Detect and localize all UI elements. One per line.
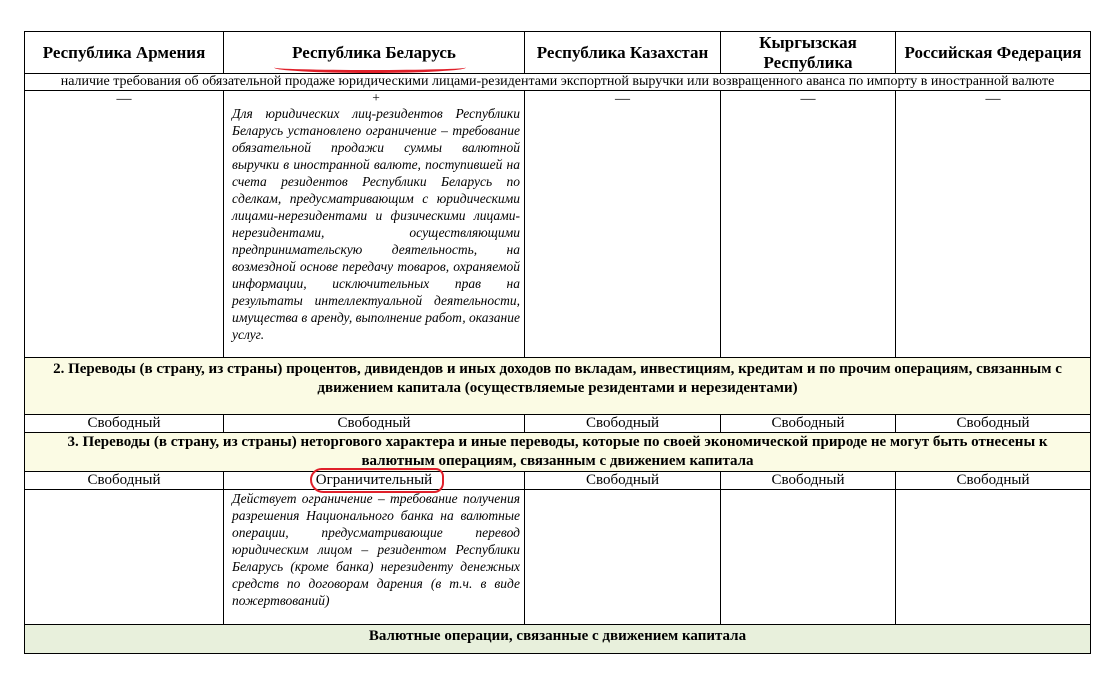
section2-title: 2. Переводы (в страну, из страны) процентов, дивидендов и иных доходов по вкладам, инвестициям, кредитам и по прочим операциям, связанным с движением капитала (осуществляемые резидентами и нерезидентами)	[25, 358, 1091, 415]
section1-values-row	[25, 91, 1091, 358]
section3-note-kazakhstan	[525, 490, 721, 625]
section3-kyrgyzstan: Свободный	[721, 472, 896, 490]
currency-regime-table	[24, 31, 1091, 654]
section3-note-armenia	[25, 490, 224, 625]
section3-note-kyrgyzstan	[721, 490, 896, 625]
footer-band-row	[25, 625, 1091, 654]
section1-armenia: —	[25, 91, 224, 358]
col-armenia: Республика Армения	[25, 32, 224, 74]
section3-belarus-note: Действует ограничение – требование получения разрешения Национального банка на валютные операции, предусматривающие перевод юридическим лицом – резидентом Республики Беларусь (кроме банка) нерезиденту денежных средств по договорам дарения (в т.ч. в виде пожертвований)	[224, 490, 525, 625]
section2-values-row	[25, 415, 1091, 433]
col-kazakhstan: Республика Казахстан	[525, 32, 721, 74]
section1-belarus-note: Для юридических лиц-резидентов Республики Беларусь установлено ограничение – требование обязательной продажи суммы валютной выручки в иностранной валюте, поступившей на счета резидентов Республики Беларусь по сделкам, предусматривающим с юридическими лицами-нерезидентами и физическими лицами-нерезидентами, осуществляющими предпринимательскую деятельность, на возмездной основе передачу товаров, охраняемой информации, исключительных прав на результаты интеллектуальной деятельности, имущества в аренду, выполнение работ, оказание услуг.	[232, 106, 520, 342]
section3-belarus	[224, 472, 525, 490]
belarus-header-underlined	[292, 43, 456, 63]
section1-belarus-value: +	[372, 90, 380, 105]
section1-belarus	[224, 91, 525, 358]
section3-armenia: Свободный	[25, 472, 224, 490]
header-row	[25, 32, 1091, 74]
footer-band: Валютные операции, связанные с движением капитала	[25, 625, 1091, 654]
section3-kazakhstan: Свободный	[525, 472, 721, 490]
section2-kazakhstan: Свободный	[525, 415, 721, 433]
section2-title-row	[25, 358, 1091, 415]
section3-russia: Свободный	[896, 472, 1091, 490]
section3-note-russia	[896, 490, 1091, 625]
belarus-restrictive-circled	[316, 472, 432, 489]
section1-russia: —	[896, 91, 1091, 358]
section3-title-row	[25, 433, 1091, 472]
section1-kazakhstan: —	[525, 91, 721, 358]
section1-title-row	[25, 74, 1091, 91]
section1-title: наличие требования об обязательной продаже юридическими лицами-резидентами экспортной выручки или возвращенного аванса по импорту в иностранной валюте	[25, 74, 1091, 91]
section2-russia: Свободный	[896, 415, 1091, 433]
col-kyrgyzstan: Кыргызская Республика	[721, 32, 896, 74]
section1-kyrgyzstan: —	[721, 91, 896, 358]
col-belarus	[224, 32, 525, 74]
section2-belarus: Свободный	[224, 415, 525, 433]
section3-title: 3. Переводы (в страну, из страны) неторгового характера и иные переводы, которые по своей экономической природе не могут быть отнесены к валютным операциям, связанным с движением капитала	[25, 433, 1091, 472]
section3-values-row	[25, 472, 1091, 490]
col-belarus-label: Республика Беларусь	[292, 42, 456, 62]
red-circle-mark	[310, 468, 444, 493]
col-russia: Российская Федерация	[896, 32, 1091, 74]
section2-kyrgyzstan: Свободный	[721, 415, 896, 433]
section2-armenia: Свободный	[25, 415, 224, 433]
section3-belarus-value: Ограничительный	[315, 472, 433, 488]
section3-note-row	[25, 490, 1091, 625]
red-underline-mark	[274, 62, 466, 73]
